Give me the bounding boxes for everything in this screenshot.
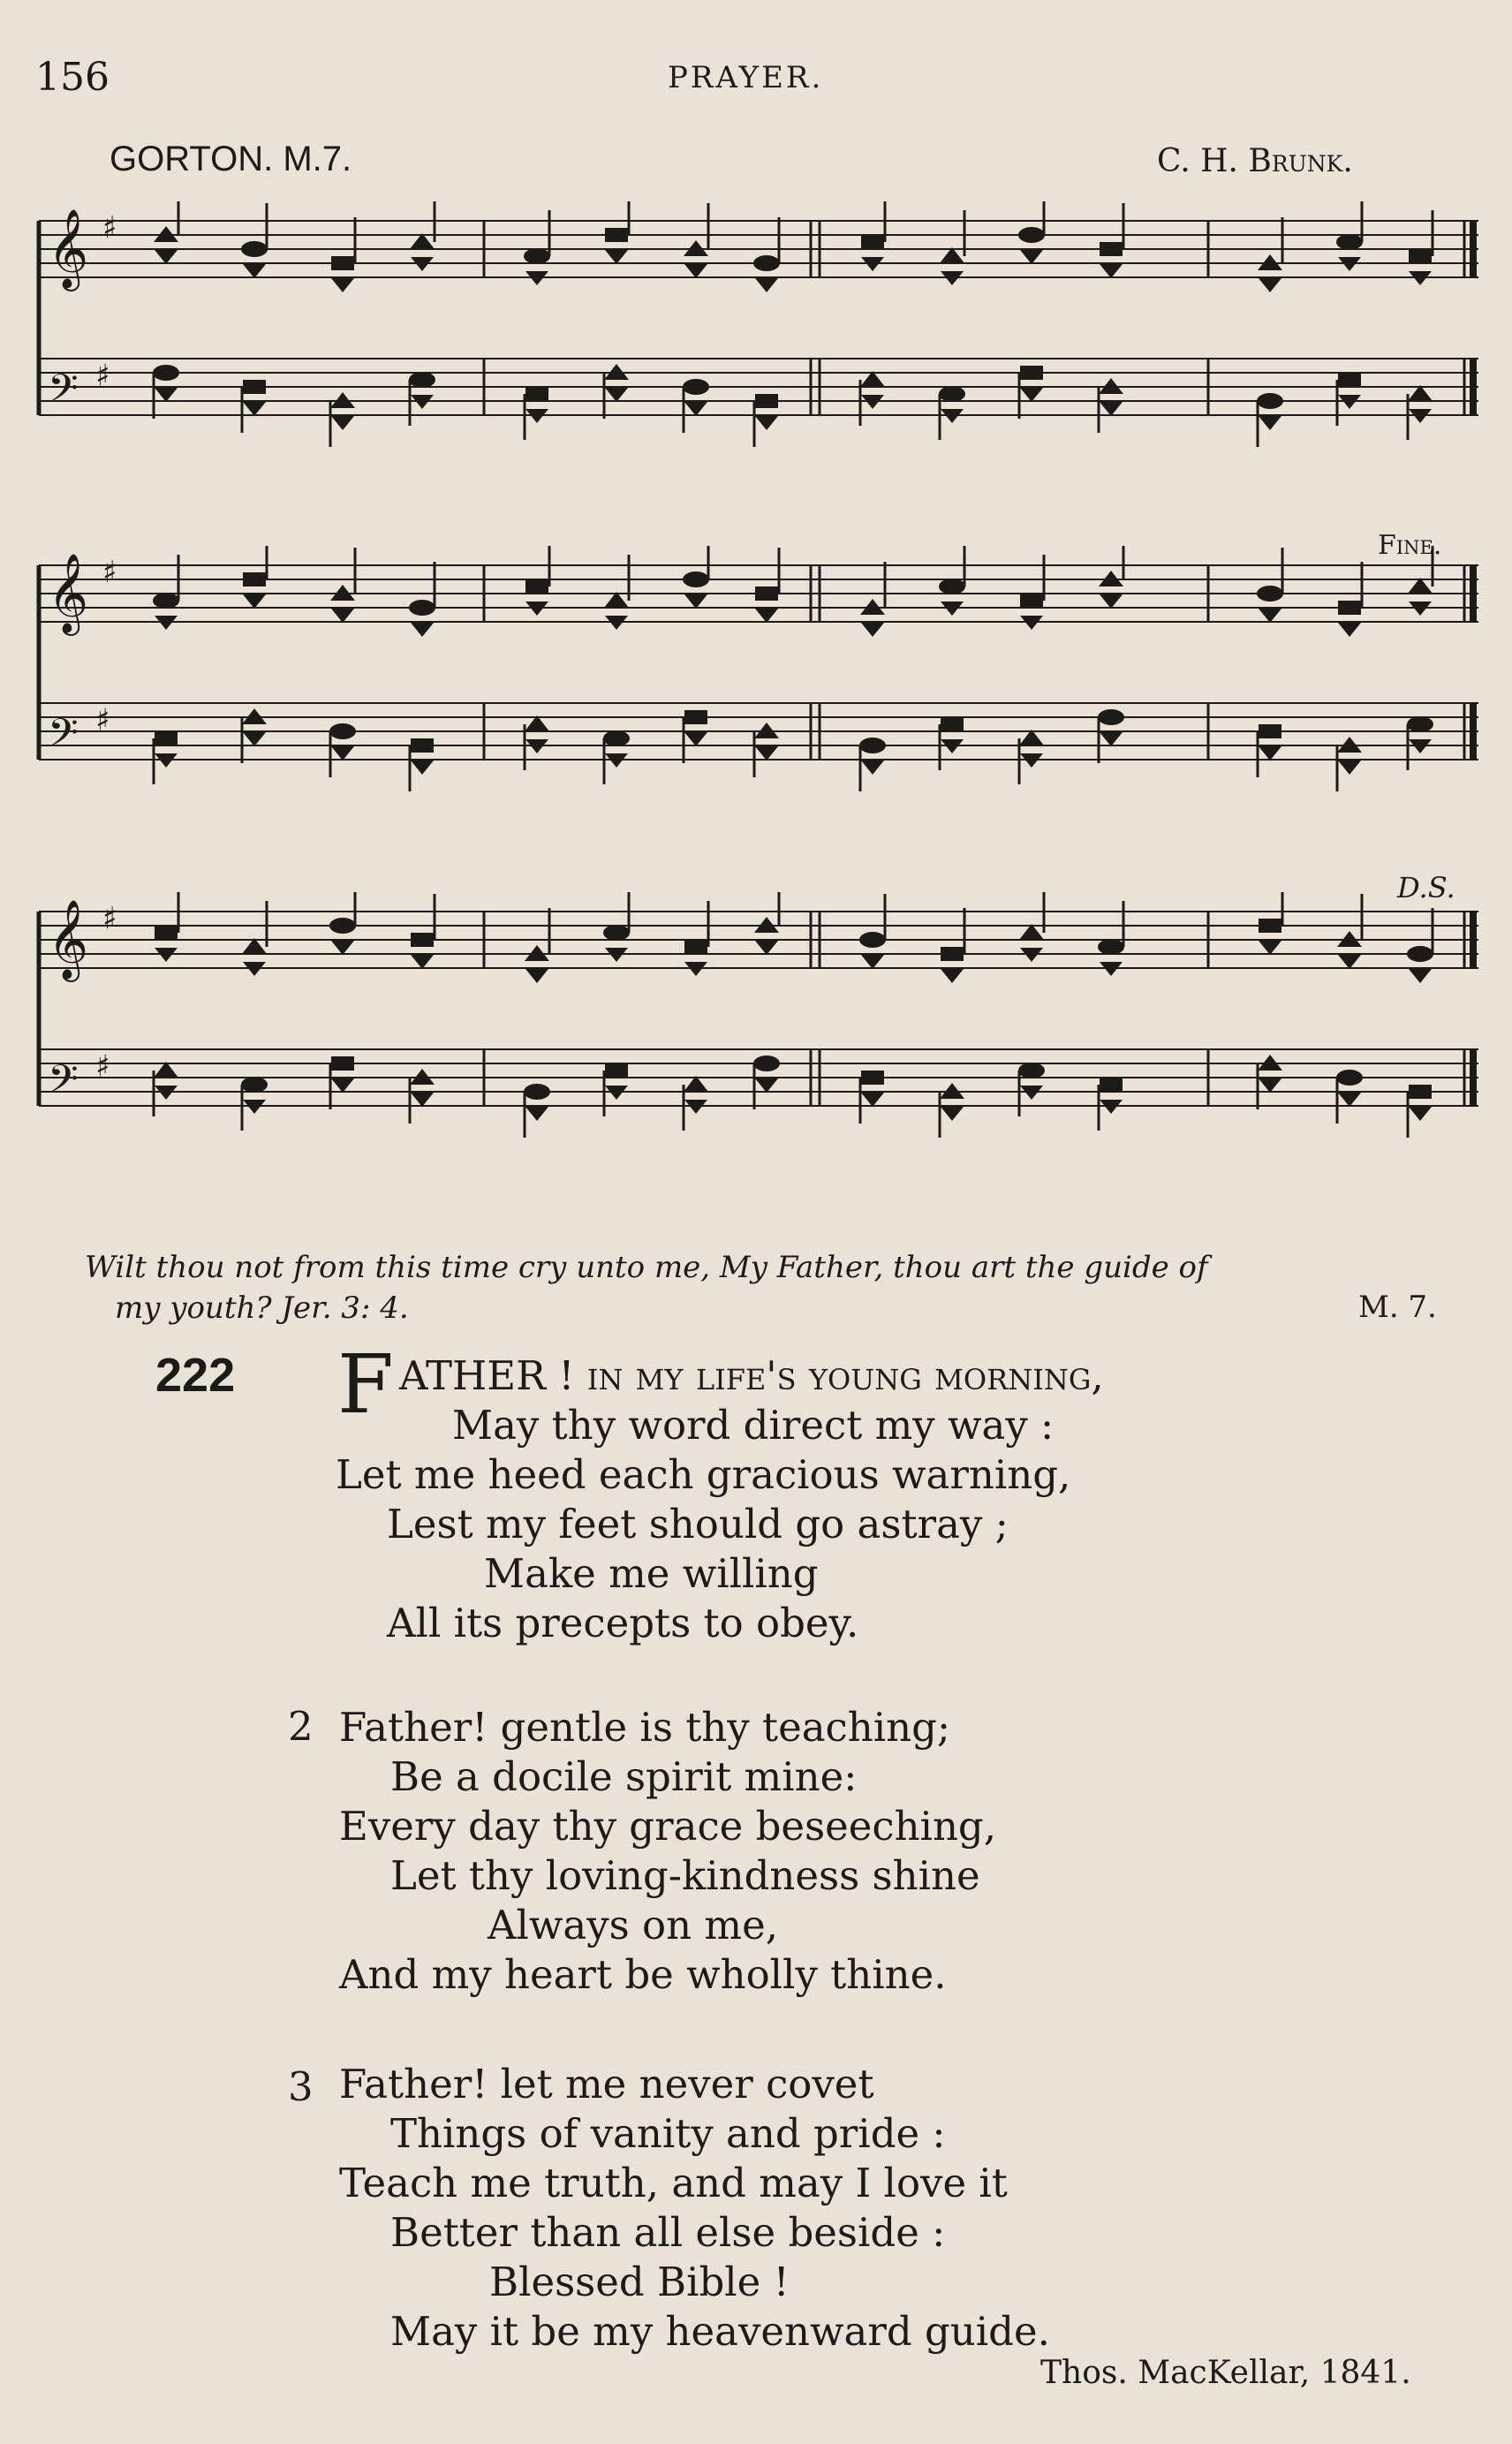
shape-note-lower: [1259, 1078, 1281, 1093]
verse-3-number: 3: [288, 2063, 314, 2110]
shape-note-lower: [1259, 278, 1281, 292]
verse-1-line-2: May thy word direct my way :: [452, 1402, 1055, 1449]
shape-note-lower: [1338, 623, 1361, 637]
shape-note-lower: [755, 941, 778, 955]
shape-note-lower: [1100, 264, 1123, 278]
verse-3-line-6: May it be my heavenward guide.: [390, 2308, 1050, 2355]
shape-note: [1407, 946, 1433, 962]
shape-note-lower: [331, 941, 354, 955]
shape-note-lower: [941, 969, 964, 983]
shape-note: [1336, 1070, 1363, 1086]
shape-note-lower: [1100, 732, 1123, 746]
scripture-reference: [85, 1247, 1463, 1328]
sharp-icon: ♯: [102, 901, 117, 937]
shape-note-lower: [331, 416, 354, 430]
hymn-number: 222: [155, 1349, 236, 1402]
shape-note: [1338, 601, 1361, 615]
fine-mark: Fine.: [1378, 530, 1442, 561]
verse-1-line-5: Make me willing: [484, 1550, 819, 1597]
shape-note-lower: [411, 760, 434, 775]
shape-note: [243, 380, 266, 394]
shape-note-lower: [331, 746, 354, 760]
shape-note-lower: [243, 732, 266, 746]
shape-note: [683, 571, 709, 587]
shape-note-lower: [1259, 416, 1281, 430]
shape-note: [241, 1077, 268, 1093]
shape-note: [1257, 586, 1283, 602]
verse-3-line-1: Father! let me never covet: [339, 2061, 874, 2107]
shape-note-lower: [861, 623, 884, 637]
shape-note: [329, 723, 356, 739]
shape-note-lower: [755, 1078, 778, 1093]
shape-note: [525, 387, 548, 401]
shape-note: [755, 586, 778, 601]
shape-note-lower: [861, 760, 884, 775]
shape-note: [861, 1071, 884, 1085]
shape-note: [941, 717, 964, 731]
shape-note: [153, 365, 179, 381]
verse-3-line-5: Blessed Bible !: [489, 2259, 790, 2305]
shape-note: [1020, 366, 1043, 380]
shape-note-lower: [755, 278, 778, 292]
sharp-icon: ♯: [95, 358, 110, 394]
shape-note-lower: [861, 1093, 884, 1107]
verse-3-line-2: Things of vanity and pride :: [390, 2110, 946, 2157]
composer: C. H. Brunk.: [1157, 143, 1353, 179]
verse-3-line-3: Teach me truth, and may I love it: [339, 2160, 1008, 2206]
verse-1-line-1: ATHER ! in my life's young morning,: [399, 1352, 1104, 1399]
shape-note-lower: [605, 250, 628, 264]
shape-note: [684, 940, 707, 954]
shape-note: [243, 572, 266, 586]
running-head: PRAYER.: [668, 60, 824, 95]
shape-note-lower: [684, 732, 707, 746]
shape-note-lower: [1338, 1093, 1361, 1107]
verse-2-line-5: Always on me,: [488, 1902, 779, 1948]
shape-note: [1257, 393, 1283, 409]
bass-clef-icon: 𝄢: [48, 1056, 79, 1112]
shape-note-lower: [155, 388, 178, 402]
treble-clef-icon: 𝄞: [48, 899, 89, 980]
music-system-3-svg: [34, 892, 1482, 1166]
shape-note: [1259, 724, 1281, 738]
verse-2: [339, 1703, 996, 2000]
shape-note-lower: [684, 402, 707, 416]
shape-note-lower: [755, 746, 778, 760]
shape-note-lower: [1020, 250, 1043, 264]
page-number: 156: [35, 55, 110, 100]
shape-note: [155, 731, 178, 745]
shape-note: [331, 256, 354, 270]
verse-1-line-6: All its precepts to obey.: [387, 1600, 859, 1646]
verse-2-line-2: Be a docile spirit mine:: [390, 1753, 858, 1800]
shape-note-lower: [243, 594, 266, 609]
shape-note: [153, 593, 179, 609]
shape-note: [1407, 716, 1433, 732]
shape-note: [1018, 1063, 1045, 1078]
shape-note: [411, 933, 434, 947]
shape-note-lower: [243, 402, 266, 416]
shape-note-lower: [525, 1107, 548, 1121]
verse-2-line-6: And my heart be wholly thine.: [339, 1951, 947, 1998]
shape-note: [859, 738, 886, 753]
shape-note: [524, 248, 550, 264]
verse-2-number: 2: [288, 1703, 314, 1750]
music-system-2-svg: [34, 546, 1482, 820]
verse-1-line-3: Let me heed each gracious warning,: [336, 1451, 1071, 1498]
shape-note-lower: [525, 969, 548, 983]
shape-note: [331, 1056, 354, 1071]
verse-2-line-1: Father! gentle is thy teaching;: [339, 1704, 951, 1751]
shape-note-lower: [1100, 594, 1123, 609]
shape-note-lower: [941, 1107, 964, 1121]
scripture-line-1: Wilt thou not from this time cry unto me, My Father, thou art the guide of: [85, 1250, 1208, 1285]
shape-note-lower: [1259, 746, 1281, 760]
shape-note-lower: [1409, 969, 1432, 983]
shape-note: [753, 1056, 780, 1071]
shape-note-lower: [331, 278, 354, 292]
shape-note-lower: [755, 416, 778, 430]
shape-note: [1098, 939, 1124, 955]
shape-note-lower: [1100, 402, 1123, 416]
sharp-icon: ♯: [95, 702, 110, 738]
verse-2-line-4: Let thy loving-kindness shine: [390, 1852, 980, 1899]
shape-note-lower: [605, 388, 628, 402]
shape-note: [155, 926, 178, 940]
scripture-line-2: my youth? Jer. 3: 4.: [115, 1290, 409, 1326]
shape-note: [1259, 919, 1281, 933]
shape-note-lower: [331, 1078, 354, 1093]
music-system-3: [34, 892, 1482, 1166]
music-system-1: [34, 201, 1482, 475]
treble-clef-icon: 𝄞: [48, 553, 89, 633]
shape-note-lower: [411, 955, 434, 969]
verse-3-line-4: Better than all else beside :: [390, 2209, 946, 2256]
meter-reference: M. 7.: [1358, 1290, 1437, 1325]
shape-note-lower: [1259, 941, 1281, 955]
shape-note: [409, 372, 435, 388]
tune-name: GORTON. M.7.: [110, 140, 352, 178]
shape-note: [941, 947, 964, 961]
shape-note-lower: [243, 264, 266, 278]
bass-clef-icon: 𝄢: [48, 709, 79, 766]
bass-clef-icon: 𝄢: [48, 365, 79, 421]
shape-note-lower: [755, 609, 778, 623]
shape-note: [409, 600, 435, 616]
shape-note: [1100, 242, 1123, 256]
shape-note-lower: [331, 609, 354, 623]
shape-note-lower: [684, 594, 707, 609]
shape-note: [1018, 227, 1045, 243]
shape-note: [603, 730, 630, 746]
sharp-icon: ♯: [95, 1048, 110, 1085]
shape-note: [683, 379, 709, 395]
shape-note-lower: [411, 1093, 434, 1107]
verse-1-line-4: Lest my feet should go astray ;: [387, 1501, 1009, 1547]
shape-note: [753, 255, 780, 271]
shape-note: [1409, 1085, 1432, 1099]
shape-note: [524, 1084, 550, 1100]
shape-note: [605, 1063, 628, 1078]
shape-note-lower: [861, 955, 884, 969]
music-system-2: [34, 546, 1482, 820]
shape-note: [525, 579, 548, 594]
music-system-1-svg: [34, 201, 1482, 475]
shape-note: [861, 235, 884, 249]
shape-note: [859, 932, 886, 948]
shape-note: [1336, 234, 1363, 250]
shape-note: [241, 241, 268, 257]
shape-note: [755, 394, 778, 408]
shape-note: [1338, 373, 1361, 387]
treble-clef-icon: 𝄞: [48, 208, 89, 289]
shape-note: [939, 579, 965, 594]
shape-note: [939, 386, 965, 402]
shape-note-lower: [1338, 760, 1361, 775]
verse-1: [399, 1351, 1104, 1450]
shape-note-lower: [684, 264, 707, 278]
shape-note: [605, 228, 628, 242]
author-credit: Thos. MacKellar, 1841.: [1040, 2355, 1411, 2391]
shape-note: [684, 710, 707, 724]
shape-note: [1020, 594, 1043, 608]
shape-note: [1409, 249, 1432, 263]
ds-mark: D.S.: [1397, 871, 1455, 904]
drop-cap: F: [337, 1337, 394, 1432]
shape-note: [603, 925, 630, 941]
shape-note: [1100, 1078, 1123, 1092]
shape-note-lower: [1259, 609, 1281, 623]
shape-note: [329, 918, 356, 934]
shape-note-lower: [1020, 388, 1043, 402]
shape-note-lower: [1409, 1107, 1432, 1121]
shape-note-lower: [155, 250, 178, 264]
shape-note: [1098, 709, 1124, 725]
verse-3: [339, 2060, 1050, 2357]
shape-note-lower: [411, 623, 434, 637]
verse-1-continued: [336, 1450, 1070, 1648]
shape-note: [411, 738, 434, 753]
verse-2-line-3: Every day thy grace beseeching,: [339, 1803, 997, 1850]
shape-note-lower: [1338, 955, 1361, 969]
sharp-icon: ♯: [102, 555, 117, 591]
sharp-icon: ♯: [102, 210, 117, 246]
